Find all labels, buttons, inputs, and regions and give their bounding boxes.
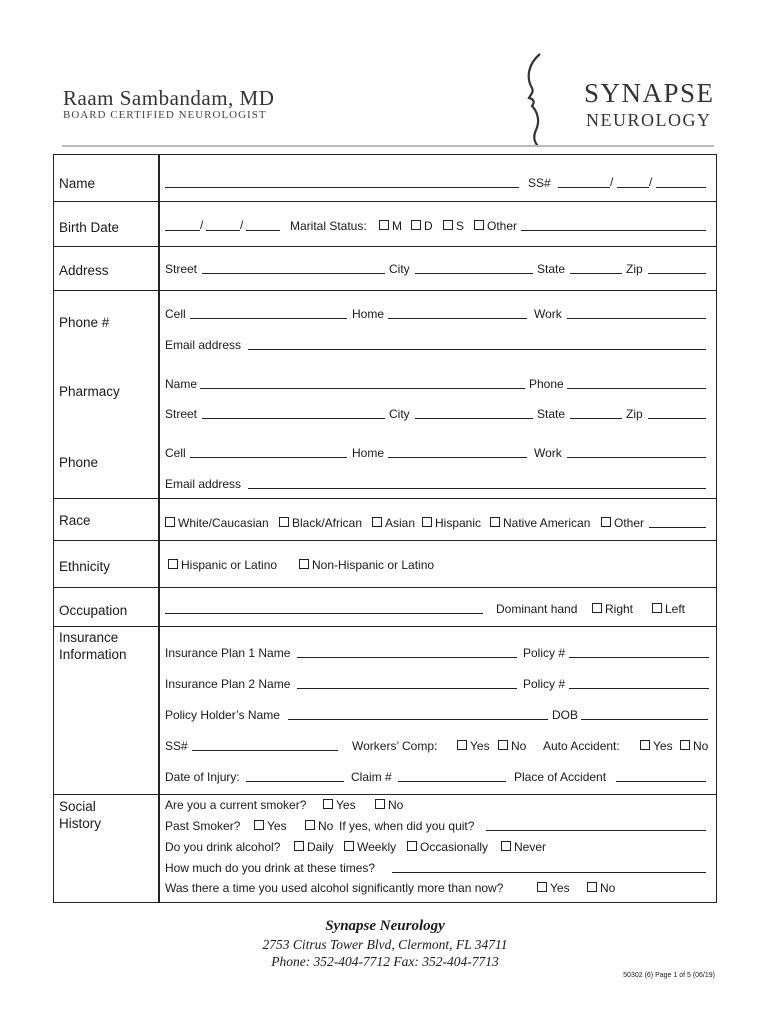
checkbox-icon[interactable] — [501, 841, 511, 851]
policy-label: Policy # — [523, 646, 566, 660]
hand-left-option[interactable] — [652, 602, 685, 616]
pharmacy-name-label: Name — [165, 377, 198, 391]
marital-other-option[interactable] — [474, 219, 517, 233]
checkbox-icon[interactable] — [407, 841, 417, 851]
ins-plan1-label: Insurance Plan 1 Name — [165, 646, 291, 660]
occupation-field[interactable] — [165, 613, 483, 614]
ins-ss-field[interactable] — [192, 750, 338, 751]
marital-other-field[interactable] — [521, 230, 706, 231]
home-label: Home — [352, 446, 385, 460]
significant-no-option[interactable] — [587, 881, 615, 895]
birth-month-field[interactable] — [165, 230, 200, 231]
option-label: Left — [665, 602, 686, 616]
option-label: Non-Hispanic or Latino — [312, 558, 435, 572]
dob-label: DOB — [552, 708, 579, 722]
option-label: No — [318, 819, 334, 833]
pharmacy-home-field[interactable] — [388, 457, 527, 458]
hand-right-option[interactable] — [592, 602, 633, 616]
dob-field[interactable] — [581, 719, 708, 720]
cell-label: Cell — [165, 446, 186, 460]
ethnicity-non-hispanic-option[interactable] — [299, 558, 434, 572]
how-much-question: How much do you drink at these times? — [165, 861, 376, 875]
state-label: State — [537, 262, 566, 276]
policy-label: Policy # — [523, 677, 566, 691]
drink-occasionally-option[interactable] — [407, 840, 488, 854]
pharmacy-name-field[interactable] — [200, 388, 525, 389]
label-information: Information — [59, 647, 127, 662]
drink-question: Do you drink alcohol? — [165, 840, 281, 854]
significant-question: Was there a time you used alcohol significantly more than now? — [165, 881, 504, 895]
smoker-question: Are you a current smoker? — [165, 798, 307, 812]
injury-date-label: Date of Injury: — [165, 770, 240, 784]
ins-plan2-field[interactable] — [297, 688, 517, 689]
holder-label: Policy Holder’s Name — [165, 708, 280, 722]
synapse-head-logo-icon — [522, 52, 552, 147]
smoker-yes-option[interactable] — [323, 798, 356, 812]
ins-plan2-label: Insurance Plan 2 Name — [165, 677, 291, 691]
doctor-name: Raam Sambandam, MD — [63, 86, 275, 110]
label-history: History — [59, 816, 102, 831]
home-field[interactable] — [388, 318, 527, 319]
home-label: Home — [352, 307, 385, 321]
row-divider — [53, 246, 717, 247]
zip-label: Zip — [626, 407, 643, 421]
auto-accident-label: Auto Accident: — [543, 739, 620, 753]
pharmacy-work-field[interactable] — [567, 457, 706, 458]
checkbox-icon[interactable] — [680, 740, 690, 750]
auto-yes-option[interactable] — [640, 739, 673, 753]
ss-field-3[interactable] — [656, 187, 706, 188]
race-other-option[interactable] — [601, 516, 644, 530]
checkbox-icon[interactable] — [601, 517, 611, 527]
race-hispanic-option[interactable] — [422, 516, 481, 530]
pharmacy-state-field[interactable] — [570, 418, 622, 419]
option-label: Yes — [653, 739, 673, 753]
zip-label: Zip — [626, 262, 643, 276]
option-label: No — [388, 798, 404, 812]
how-much-field[interactable] — [392, 872, 706, 873]
option-label: Occasionally — [420, 840, 489, 854]
ss-field-2[interactable] — [617, 187, 649, 188]
option-label: Native American — [503, 516, 591, 530]
label-column-divider — [158, 154, 160, 903]
work-label: Work — [534, 446, 562, 460]
checkbox-icon[interactable] — [652, 603, 662, 613]
street-label: Street — [165, 262, 198, 276]
marital-status-label: Marital Status: — [290, 219, 367, 233]
pharmacy-cell-field[interactable] — [190, 457, 347, 458]
date-slash: / — [200, 218, 204, 232]
email-label: Email address — [165, 477, 242, 491]
checkbox-icon[interactable] — [640, 740, 650, 750]
footer-address: 2753 Citrus Tower Blvd, Clermont, FL 34711 — [262, 937, 508, 952]
label-phone-num: Phone # — [59, 315, 110, 330]
option-label: No — [693, 739, 709, 753]
checkbox-icon[interactable] — [422, 517, 432, 527]
ss-label: SS# — [528, 176, 551, 190]
label-phone: Phone — [59, 455, 99, 470]
city-label: City — [389, 262, 410, 276]
checkbox-icon[interactable] — [323, 799, 333, 809]
checkbox-icon[interactable] — [372, 517, 382, 527]
drink-weekly-option[interactable] — [344, 840, 396, 854]
label-name: Name — [59, 176, 96, 191]
past-smoker-question: Past Smoker? — [165, 819, 241, 833]
street-field[interactable] — [202, 273, 385, 274]
marital-m-option[interactable] — [379, 219, 402, 233]
pharmacy-phone-label: Phone — [529, 377, 564, 391]
footer-phone: Phone: 352-404-7712 Fax: 352-404-7713 — [271, 954, 499, 969]
drink-never-option[interactable] — [501, 840, 546, 854]
marital-s-option[interactable] — [443, 219, 464, 233]
race-native-option[interactable] — [490, 516, 590, 530]
dominant-hand-label: Dominant hand — [496, 602, 578, 616]
email-field[interactable] — [248, 349, 706, 350]
ins-plan1-field[interactable] — [297, 657, 517, 658]
checkbox-icon[interactable] — [168, 559, 178, 569]
pharmacy-email-field[interactable] — [248, 488, 706, 489]
claim-field[interactable] — [398, 781, 506, 782]
option-label: M — [392, 219, 402, 233]
brand-synapse: SYNAPSE — [584, 78, 715, 108]
option-label: Asian — [385, 516, 416, 530]
option-label: Right — [605, 602, 634, 616]
work-label: Work — [534, 307, 562, 321]
birth-day-field[interactable] — [206, 230, 240, 231]
state-field[interactable] — [570, 273, 622, 274]
street-label: Street — [165, 407, 198, 421]
ss-field-1[interactable] — [558, 187, 610, 188]
option-label: Yes — [470, 739, 490, 753]
quit-question: If yes, when did you quit? — [339, 819, 475, 833]
checkbox-icon[interactable] — [411, 220, 421, 230]
race-other-field[interactable] — [649, 527, 706, 528]
ethnicity-hispanic-option[interactable] — [168, 558, 277, 572]
header-rule — [62, 145, 714, 147]
label-occupation: Occupation — [59, 603, 128, 618]
option-label: Weekly — [357, 840, 397, 854]
option-label: Yes — [550, 881, 570, 895]
label-insurance: Insurance — [59, 630, 119, 645]
ss-slash: / — [649, 175, 653, 189]
option-label: Hispanic — [435, 516, 482, 530]
option-label: Yes — [336, 798, 356, 812]
pharmacy-zip-field[interactable] — [648, 418, 706, 419]
work-field[interactable] — [567, 318, 706, 319]
label-birth-date: Birth Date — [59, 220, 120, 235]
claim-label: Claim # — [351, 770, 392, 784]
pharmacy-street-field[interactable] — [202, 418, 385, 419]
row-divider — [53, 290, 717, 291]
option-label: No — [600, 881, 616, 895]
past-smoker-no-option[interactable] — [305, 819, 333, 833]
state-label: State — [537, 407, 566, 421]
place-label: Place of Accident — [514, 770, 607, 784]
row-divider — [53, 587, 717, 588]
workers-yes-option[interactable] — [457, 739, 490, 753]
label-address: Address — [59, 263, 109, 278]
option-label: Other — [487, 219, 518, 233]
pharmacy-city-field[interactable] — [415, 418, 533, 419]
race-black-option[interactable] — [279, 516, 362, 530]
name-field[interactable] — [165, 187, 519, 188]
injury-date-field[interactable] — [246, 781, 344, 782]
option-label: Daily — [307, 840, 334, 854]
label-social: Social — [59, 799, 96, 814]
brand-neurology: NEUROLOGY — [586, 110, 712, 130]
checkbox-icon[interactable] — [379, 220, 389, 230]
holder-field[interactable] — [288, 719, 548, 720]
smoker-no-option[interactable] — [375, 798, 403, 812]
checkbox-icon[interactable] — [443, 220, 453, 230]
marital-d-option[interactable] — [411, 219, 433, 233]
checkbox-icon[interactable] — [294, 841, 304, 851]
option-label: Never — [514, 840, 547, 854]
option-label: Black/African — [292, 516, 363, 530]
form-code: 50302 (6) Page 1 of 5 (06/19) — [623, 972, 715, 979]
policy1-field[interactable] — [569, 657, 709, 658]
checkbox-icon[interactable] — [344, 841, 354, 851]
cell-label: Cell — [165, 307, 186, 321]
checkbox-icon[interactable] — [592, 603, 602, 613]
race-asian-option[interactable] — [372, 516, 415, 530]
checkbox-icon[interactable] — [375, 799, 385, 809]
quit-field[interactable] — [486, 830, 706, 831]
ins-ss-label: SS# — [165, 739, 188, 753]
city-label: City — [389, 407, 410, 421]
policy2-field[interactable] — [569, 688, 709, 689]
row-divider — [53, 498, 717, 499]
significant-yes-option[interactable] — [537, 881, 570, 895]
email-label: Email address — [165, 338, 242, 352]
option-label: D — [424, 219, 433, 233]
workers-no-option[interactable] — [498, 739, 526, 753]
option-label: White/Caucasian — [178, 516, 269, 530]
row-divider — [53, 201, 717, 202]
workers-comp-label: Workers’ Comp: — [352, 739, 438, 753]
option-label: Other — [614, 516, 645, 530]
row-divider — [53, 626, 717, 627]
auto-no-option[interactable] — [680, 739, 708, 753]
checkbox-icon[interactable] — [279, 517, 289, 527]
label-pharmacy: Pharmacy — [59, 384, 120, 399]
option-label: No — [511, 739, 527, 753]
option-label: Hispanic or Latino — [181, 558, 278, 572]
label-ethnicity: Ethnicity — [59, 559, 111, 574]
checkbox-icon[interactable] — [490, 517, 500, 527]
checkbox-icon[interactable] — [457, 740, 467, 750]
label-race: Race — [59, 513, 91, 528]
checkbox-icon[interactable] — [299, 559, 309, 569]
past-smoker-yes-option[interactable] — [254, 819, 287, 833]
date-slash: / — [240, 218, 244, 232]
footer-practice-name: Synapse Neurology — [325, 918, 445, 934]
option-label: S — [456, 219, 465, 233]
checkbox-icon[interactable] — [587, 882, 597, 892]
city-field[interactable] — [415, 273, 533, 274]
checkbox-icon[interactable] — [305, 820, 315, 830]
option-label: Yes — [267, 819, 287, 833]
pharmacy-phone-field[interactable] — [567, 388, 706, 389]
checkbox-icon[interactable] — [474, 220, 484, 230]
ss-slash: / — [610, 175, 614, 189]
row-divider — [53, 540, 717, 541]
birth-year-field[interactable] — [246, 230, 280, 231]
zip-field[interactable] — [648, 273, 706, 274]
checkbox-icon[interactable] — [165, 517, 175, 527]
place-field[interactable] — [616, 781, 706, 782]
checkbox-icon[interactable] — [498, 740, 508, 750]
cell-field[interactable] — [190, 318, 347, 319]
checkbox-icon[interactable] — [254, 820, 264, 830]
drink-daily-option[interactable] — [294, 840, 334, 854]
row-divider — [53, 794, 717, 795]
checkbox-icon[interactable] — [537, 882, 547, 892]
race-white-option[interactable] — [165, 516, 269, 530]
doctor-title: BOARD CERTIFIED NEUROLOGIST — [63, 109, 267, 121]
